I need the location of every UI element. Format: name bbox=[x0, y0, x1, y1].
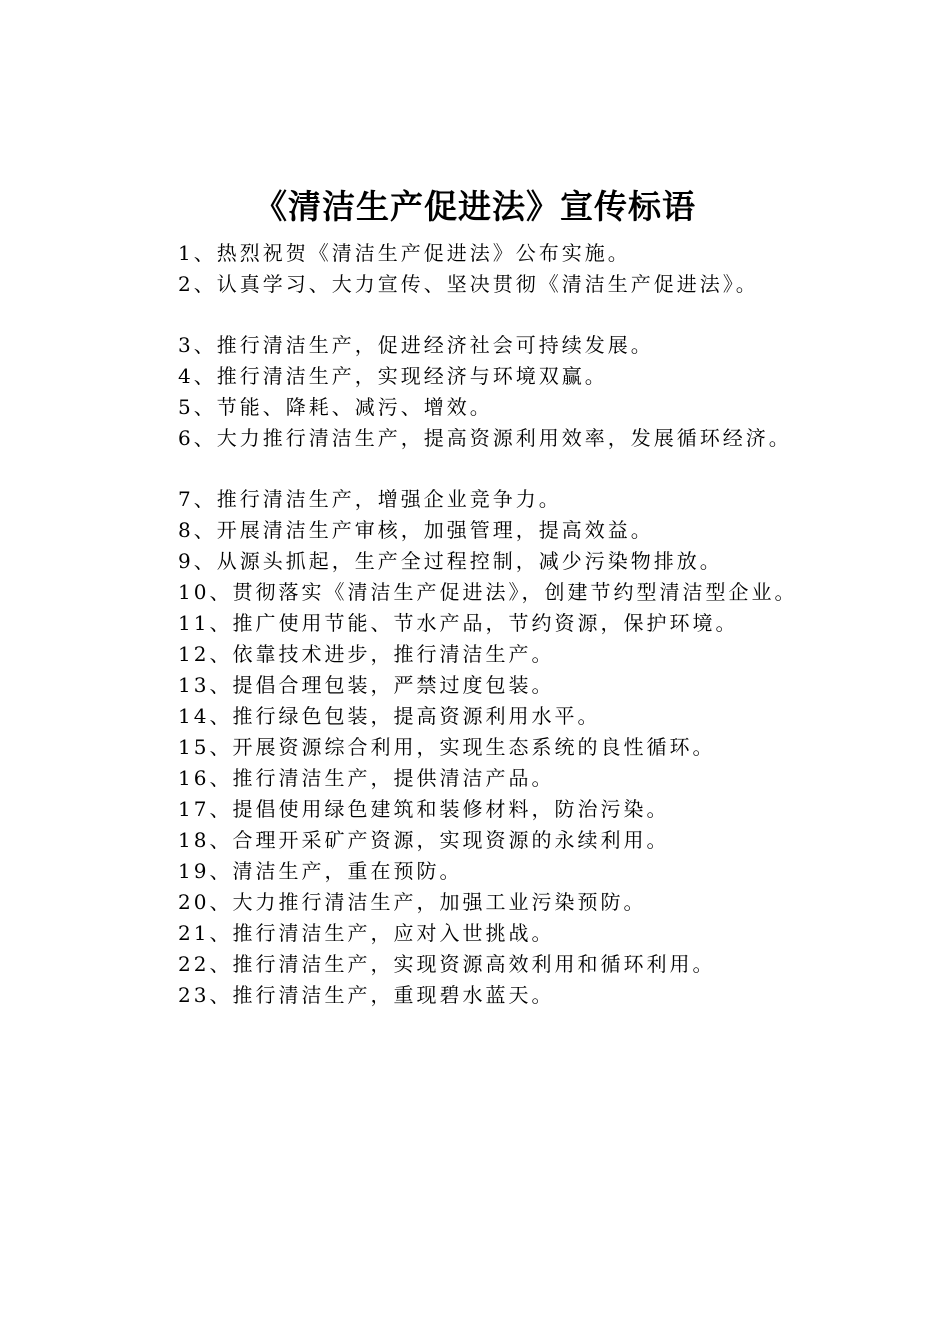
slogan-item: 15、开展资源综合利用，实现生态系统的良性循环。 bbox=[178, 735, 716, 759]
slogan-item: 8、开展清洁生产审核，加强管理，提高效益。 bbox=[178, 518, 654, 542]
slogan-item: 18、合理开采矿产资源，实现资源的永续利用。 bbox=[178, 828, 670, 852]
slogan-item: 17、提倡使用绿色建筑和装修材料，防治污染。 bbox=[178, 797, 670, 821]
slogan-item: 5、节能、降耗、减污、增效。 bbox=[178, 395, 493, 419]
slogan-item: 3、推行清洁生产，促进经济社会可持续发展。 bbox=[178, 333, 654, 357]
slogan-list bbox=[130, 238, 860, 1011]
slogan-item: 22、推行清洁生产，实现资源高效利用和循环利用。 bbox=[178, 952, 716, 976]
document-title: 《清洁生产促进法》宣传标语 bbox=[254, 187, 696, 226]
slogan-item: 4、推行清洁生产，实现经济与环境双赢。 bbox=[178, 364, 608, 388]
slogan-item: 13、提倡合理包装，严禁过度包装。 bbox=[178, 673, 555, 697]
slogan-item: 10、贯彻落实《清洁生产促进法》，创建节约型清洁型企业。 bbox=[178, 580, 798, 604]
slogan-item: 7、推行清洁生产，增强企业竞争力。 bbox=[178, 487, 562, 511]
slogan-item: 23、推行清洁生产，重现碧水蓝天。 bbox=[178, 983, 555, 1007]
slogan-item: 20、大力推行清洁生产，加强工业污染预防。 bbox=[178, 890, 647, 914]
slogan-item: 14、推行绿色包装，提高资源利用水平。 bbox=[178, 704, 601, 728]
slogan-item: 16、推行清洁生产，提供清洁产品。 bbox=[178, 766, 555, 790]
slogan-item: 19、清洁生产，重在预防。 bbox=[178, 859, 463, 883]
slogan-item: 12、依靠技术进步，推行清洁生产。 bbox=[178, 642, 555, 666]
slogan-item: 1、热烈祝贺《清洁生产促进法》公布实施。 bbox=[178, 241, 631, 265]
slogan-item: 6、大力推行清洁生产，提高资源利用效率，发展循环经济。 bbox=[178, 426, 792, 450]
slogan-item: 11、推广使用节能、节水产品，节约资源，保护环境。 bbox=[178, 611, 739, 635]
slogan-item: 21、推行清洁生产，应对入世挑战。 bbox=[178, 921, 555, 945]
slogan-item: 9、从源头抓起，生产全过程控制，减少污染物排放。 bbox=[178, 549, 723, 573]
slogan-item: 2、认真学习、大力宣传、坚决贯彻《清洁生产促进法》。 bbox=[178, 272, 759, 296]
